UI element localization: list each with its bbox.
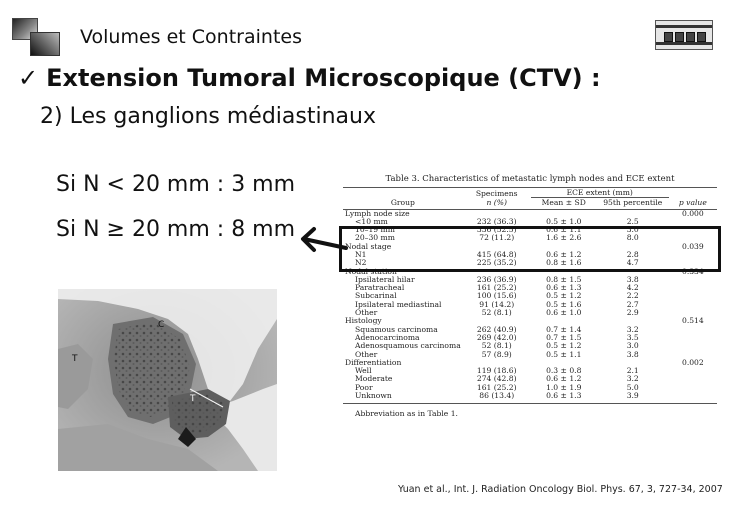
row-p95: 3.2 xyxy=(626,324,639,334)
table-row xyxy=(343,342,717,350)
table-row xyxy=(343,367,717,375)
row-specimens: 161 (25.2) xyxy=(476,382,517,392)
row-label: 20–30 mm xyxy=(355,233,395,243)
row-label: Nodal station xyxy=(345,266,397,276)
row-pvalue xyxy=(669,218,717,226)
row-mean: 1.6 ± 2.6 xyxy=(546,233,582,243)
row-specimens: 52 (8.1) xyxy=(481,341,512,351)
table-row xyxy=(343,392,717,400)
row-specimens: 262 (40.9) xyxy=(476,324,517,334)
row-label: N1 xyxy=(355,249,367,259)
row-p95: 3.9 xyxy=(626,391,639,401)
table-row xyxy=(343,359,717,367)
citation: Yuan et al., Int. J. Radiation Oncology Biol. Phys. 67, 3, 727-34, 2007 xyxy=(398,484,723,495)
slide-subtitle: 2) Les ganglions médiastinaux xyxy=(40,104,376,129)
photo-label-c: C xyxy=(158,320,165,330)
row-mean: 0.5 ± 1.2 xyxy=(546,291,582,301)
col-specimens: Specimens xyxy=(475,188,518,198)
row-label: Paratracheal xyxy=(355,283,405,293)
row-mean: 0.6 ± 1.3 xyxy=(546,283,582,293)
row-pvalue xyxy=(669,326,717,334)
row-pvalue xyxy=(669,284,717,292)
row-label: Histology xyxy=(345,316,382,326)
row-specimens: 91 (14.2) xyxy=(479,299,515,309)
col-group: Group xyxy=(390,198,415,207)
row-pvalue xyxy=(669,334,717,342)
row-label: Differentiation xyxy=(345,357,402,367)
row-mean: 0.7 ± 1.4 xyxy=(546,324,582,334)
row-p95: 5.0 xyxy=(626,382,639,392)
row-mean: 0.6 ± 1.2 xyxy=(546,249,582,259)
histology-image xyxy=(58,289,277,471)
row-pvalue: 0.000 xyxy=(681,208,704,218)
table-row xyxy=(343,384,717,392)
row-label: Other xyxy=(355,308,378,318)
highlight-box xyxy=(339,226,721,272)
row-p95: 3.8 xyxy=(626,349,639,359)
row-mean: 0.8 ± 1.5 xyxy=(546,274,582,284)
slide-title xyxy=(18,64,601,92)
row-mean: 0.3 ± 0.8 xyxy=(546,366,582,376)
row-label: 10–19 mm xyxy=(355,225,395,235)
left-logo xyxy=(12,18,62,58)
row-pvalue xyxy=(669,292,717,300)
row-specimens: 72 (11.2) xyxy=(479,233,515,243)
row-label: Squamous carcinoma xyxy=(355,324,438,334)
rule-small-node: Si N < 20 mm : 3 mm xyxy=(56,172,296,197)
data-table xyxy=(343,174,717,418)
row-specimens: 415 (64.8) xyxy=(476,249,517,259)
row-p95: 2.2 xyxy=(626,291,639,301)
table-row xyxy=(343,209,717,218)
row-p95: 3.0 xyxy=(626,341,639,351)
row-mean: 0.6 ± 1.0 xyxy=(546,308,582,318)
row-specimens: 232 (36.3) xyxy=(476,216,517,226)
row-mean: 0.7 ± 1.5 xyxy=(546,332,582,342)
col-ece: ECE extent (mm) xyxy=(531,188,669,198)
row-p95: 2.1 xyxy=(626,366,639,376)
row-mean: 0.5 ± 1.0 xyxy=(546,216,582,226)
row-p95: 8.0 xyxy=(626,233,639,243)
row-label: Adenosquamous carcinoma xyxy=(355,341,461,351)
row-pvalue xyxy=(669,301,717,309)
row-specimens: 52 (8.1) xyxy=(481,308,512,318)
logo-photo-2 xyxy=(30,32,60,56)
row-p95: 4.2 xyxy=(626,283,639,293)
table-title: Table 3. Characteristics of metastatic lymph nodes and ECE extent xyxy=(385,174,675,184)
row-specimens: 86 (13.4) xyxy=(479,391,515,401)
row-label: Adenocarcinoma xyxy=(355,332,420,342)
check-icon: ✓ xyxy=(18,64,39,92)
section-title: Volumes et Contraintes xyxy=(80,26,302,48)
row-mean: 0.5 ± 1.6 xyxy=(546,299,582,309)
row-p95: 3.2 xyxy=(626,374,639,384)
row-p95: 2.9 xyxy=(626,308,639,318)
row-specimens: 161 (25.2) xyxy=(476,283,517,293)
slide-title-text: Extension Tumoral Microscopique (CTV) : xyxy=(46,64,601,92)
row-mean: 0.6 ± 1.3 xyxy=(546,391,582,401)
table-footnote: Abbreviation as in Table 1. xyxy=(355,409,458,419)
row-p95: 2.8 xyxy=(626,249,639,259)
row-p95: 2.7 xyxy=(626,299,639,309)
table-row xyxy=(343,284,717,292)
row-pvalue xyxy=(669,342,717,350)
row-pvalue xyxy=(669,392,717,400)
table-row xyxy=(343,375,717,383)
col-pvalue: p value xyxy=(678,197,707,207)
row-pvalue xyxy=(669,384,717,392)
row-mean: 1.0 ± 1.9 xyxy=(546,382,582,392)
row-p95: 2.5 xyxy=(626,216,639,226)
photo-label-t1: T xyxy=(72,354,78,364)
table-row xyxy=(343,301,717,309)
row-label: Well xyxy=(355,366,372,376)
col-p95: 95th percentile xyxy=(603,198,663,207)
row-label: Nodal stage xyxy=(345,241,392,251)
row-p95: 3.0 xyxy=(626,225,639,235)
photo-label-t2: T xyxy=(190,394,196,404)
row-specimens: 100 (15.6) xyxy=(476,291,517,301)
row-mean: 0.6 ± 1.1 xyxy=(546,225,582,235)
row-pvalue xyxy=(669,367,717,375)
row-pvalue: 0.002 xyxy=(681,357,704,367)
row-label: Subcarinal xyxy=(355,291,397,301)
row-p95: 3.5 xyxy=(626,332,639,342)
row-specimens: 236 (36.9) xyxy=(476,274,517,284)
row-mean: 0.6 ± 1.2 xyxy=(546,374,582,384)
row-specimens: 119 (18.6) xyxy=(476,366,517,376)
row-p95: 4.7 xyxy=(626,258,639,268)
row-label: Other xyxy=(355,349,378,359)
row-label: N2 xyxy=(355,258,367,268)
row-specimens: 225 (35.2) xyxy=(476,258,517,268)
row-specimens: 274 (42.8) xyxy=(476,374,517,384)
row-mean: 0.8 ± 1.6 xyxy=(546,258,582,268)
row-specimens: 57 (8.9) xyxy=(481,349,512,359)
row-pvalue: 0.039 xyxy=(681,241,704,251)
table-row xyxy=(343,309,717,317)
row-pvalue xyxy=(669,276,717,284)
row-label: Ipsilateral hilar xyxy=(355,274,415,284)
row-label: Ipsilateral mediastinal xyxy=(355,299,442,309)
row-p95: 3.8 xyxy=(626,274,639,284)
col-mean: Mean ± SD xyxy=(541,198,586,207)
row-pvalue: 0.334 xyxy=(681,266,704,276)
rule-large-node: Si N ≥ 20 mm : 8 mm xyxy=(56,217,296,242)
row-label: Moderate xyxy=(355,374,393,384)
row-pvalue xyxy=(669,375,717,383)
row-mean: 0.5 ± 1.1 xyxy=(546,349,582,359)
table-row xyxy=(343,218,717,226)
row-specimens: 336 (52.5) xyxy=(476,225,517,235)
row-label: Lymph node size xyxy=(345,208,410,218)
row-pvalue: 0.514 xyxy=(681,316,704,326)
row-label: <10 mm xyxy=(355,216,388,226)
row-mean: 0.5 ± 1.2 xyxy=(546,341,582,351)
col-n: n (%) xyxy=(486,197,507,207)
right-logo xyxy=(655,20,713,50)
row-label: Unknown xyxy=(355,391,392,401)
row-label: Poor xyxy=(355,382,373,392)
row-specimens: 269 (42.0) xyxy=(476,332,517,342)
